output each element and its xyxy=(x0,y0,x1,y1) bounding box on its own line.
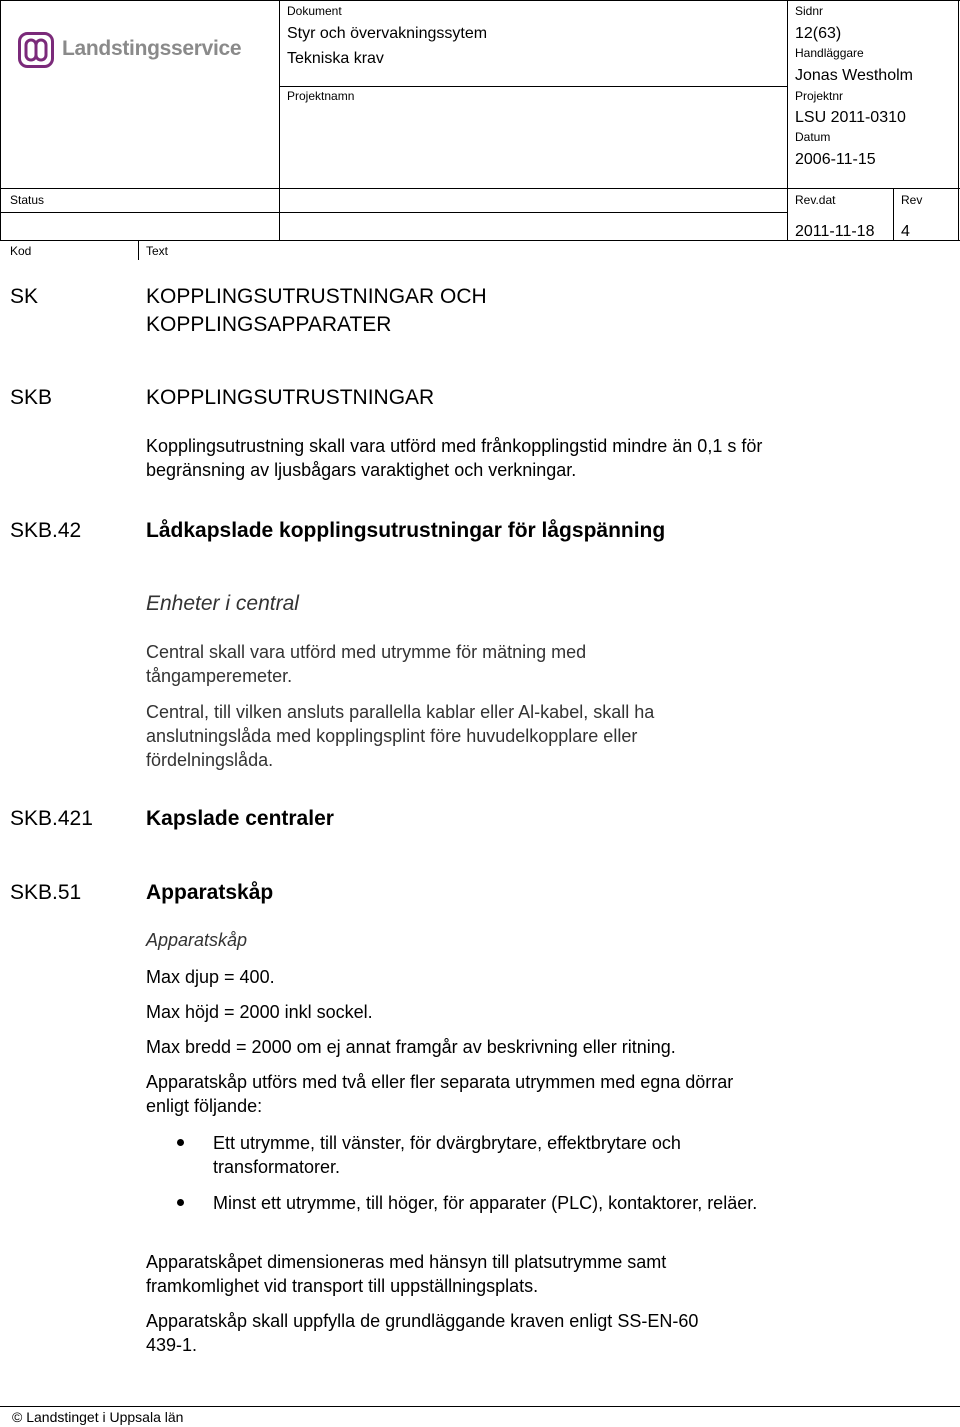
logo-text: Landstingsservice xyxy=(62,37,242,60)
status-label: Status xyxy=(10,193,45,207)
section-code-sk: SK xyxy=(10,285,39,308)
rev-value: 4 xyxy=(901,223,910,240)
footer-rule xyxy=(0,1406,960,1407)
section-code-skb421: SKB.421 xyxy=(10,807,93,830)
section-code-skb51: SKB.51 xyxy=(10,881,82,904)
skb42-paragraph-2: Central, till vilken ansluts parallella kablar eller Al-kabel, skall ha anslutningslåda med kopplingsplint före huvudelkopplare eller fördelningslåda. xyxy=(146,702,655,770)
section-title-skb: KOPPLINGSUTRUSTNINGAR xyxy=(146,386,435,409)
skb51-subheading: Apparatskåp xyxy=(146,930,248,950)
dokument-line1: Styr och övervakningssytem xyxy=(287,25,488,42)
rev-label: Rev xyxy=(901,193,923,207)
header-top-border xyxy=(0,0,960,1)
header-divider-2 xyxy=(787,0,788,240)
header-hline-status xyxy=(0,188,960,189)
header-divider-1 xyxy=(279,0,280,240)
skb51-max-djup: Max djup = 400. xyxy=(146,967,275,987)
skb51-bullet-1: Ett utrymme, till vänster, för dvärgbrytare, effektbrytare och transformatorer. xyxy=(213,1133,681,1177)
section-code-skb42: SKB.42 xyxy=(10,519,82,542)
datum-label: Datum xyxy=(795,130,831,144)
section-title-skb421: Kapslade centraler xyxy=(146,807,334,830)
revdat-label: Rev.dat xyxy=(795,193,836,207)
skb51-paragraph-3: Apparatskåp skall uppfylla de grundläggande kraven enligt SS-EN-60 439-1. xyxy=(146,1311,699,1355)
header-hline-projektnamn xyxy=(279,86,788,87)
kod-text-divider xyxy=(138,240,139,260)
skb51-paragraph-2: Apparatskåpet dimensioneras med hänsyn till platsutrymme samt framkomlighet vid transport till uppställningsplats. xyxy=(146,1252,667,1296)
dokument-label: Dokument xyxy=(287,4,342,18)
kod-label: Kod xyxy=(10,244,32,258)
projektnr-label: Projektnr xyxy=(795,89,844,103)
skb51-bullet-2: Minst ett utrymme, till höger, för apparater (PLC), kontaktorer, reläer. xyxy=(213,1193,758,1213)
sidnr-value: 12(63) xyxy=(795,25,842,42)
section-title-skb51: Apparatskåp xyxy=(146,881,274,904)
section-title-sk-line2: KOPPLINGSAPPARATER xyxy=(146,313,392,336)
landstingsservice-logo-icon xyxy=(18,32,54,68)
datum-value: 2006-11-15 xyxy=(795,151,876,168)
bullet-2-icon xyxy=(177,1199,184,1206)
sidnr-label: Sidnr xyxy=(795,4,824,18)
projektnr-value: LSU 2011-0310 xyxy=(795,109,906,126)
skb51-max-bredd: Max bredd = 2000 om ej annat framgår av beskrivning eller ritning. xyxy=(146,1037,676,1057)
header-hline-status-bottom xyxy=(0,212,788,213)
header-right-border xyxy=(958,0,959,240)
handlaggare-label: Handläggare xyxy=(795,46,864,60)
projektnamn-label: Projektnamn xyxy=(287,89,355,103)
header-divider-3 xyxy=(893,188,894,240)
dokument-line2: Tekniska krav xyxy=(287,50,384,67)
bullet-1-icon xyxy=(177,1139,184,1146)
footer-copyright: © Landstinget i Uppsala län xyxy=(12,1409,184,1425)
revdat-value: 2011-11-18 xyxy=(795,223,875,240)
text-label: Text xyxy=(146,244,169,258)
skb42-subheading: Enheter i central xyxy=(146,592,299,615)
section-title-sk-line1: KOPPLINGSUTRUSTNINGAR OCH xyxy=(146,285,487,308)
skb-description: Kopplingsutrustning skall vara utförd med frånkopplingstid mindre än 0,1 s för begränsning av ljusbågars varaktighet och verkningar. xyxy=(146,436,763,480)
skb51-paragraph-1: Apparatskåp utförs med två eller fler separata utrymmen med egna dörrar enligt följande: xyxy=(146,1072,734,1116)
section-code-skb: SKB xyxy=(10,386,53,409)
skb51-max-hojd: Max höjd = 2000 inkl sockel. xyxy=(146,1002,373,1022)
handlaggare-value: Jonas Westholm xyxy=(795,67,913,84)
skb42-paragraph-1: Central skall vara utförd med utrymme för mätning med tångamperemeter. xyxy=(146,642,587,686)
section-title-skb42: Lådkapslade kopplingsutrustningar för lågspänning xyxy=(146,519,666,542)
header-left-border xyxy=(0,0,1,240)
